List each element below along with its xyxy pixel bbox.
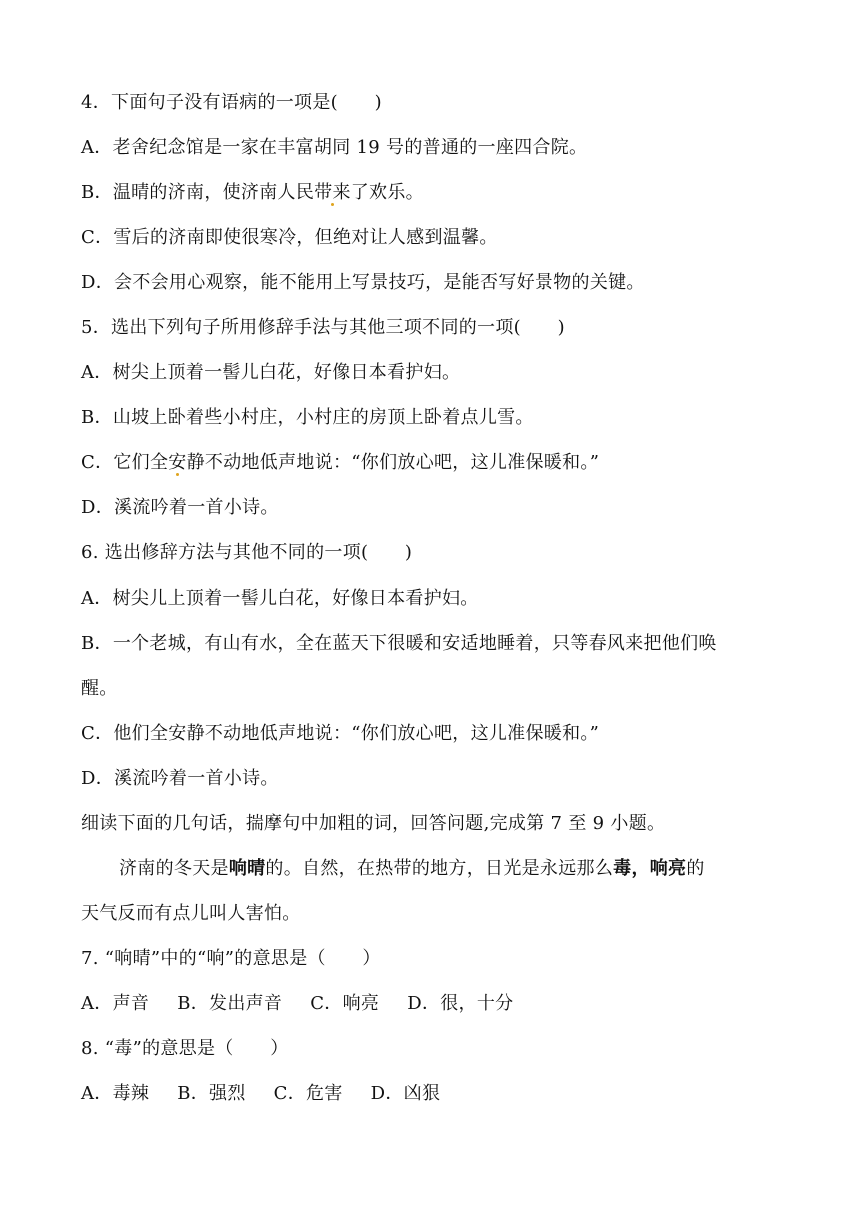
passage-bold-xiangqing: 响晴 (228, 858, 266, 879)
q5-option-b: B．山坡上卧着些小村庄，小村庄的房顶上卧着点儿雪。 (81, 407, 534, 428)
q7-option-d: D．很，十分 (407, 993, 514, 1014)
q7-option-b: B．发出声音 (177, 993, 283, 1014)
q5-option-c-marked: 安 (168, 452, 187, 473)
q7-option-c: C．响亮 (310, 993, 380, 1014)
q6-option-a: A．树尖儿上顶着一髻儿白花，好像日本看护妇。 (81, 588, 479, 609)
q7-options (81, 991, 513, 1017)
q4-option-b-marked: 带来 (314, 182, 351, 203)
q7-option-a: A．声音 (81, 993, 150, 1014)
reading-instruction: 细读下面的几句话，揣摩句中加粗的词，回答问题,完成第 7 至 9 小题。 (81, 813, 666, 834)
q4-option-d: D．会不会用心观察，能不能用上写景技巧，是能否写好景物的关键。 (81, 272, 645, 293)
passage-line-1 (119, 856, 705, 882)
q5-stem: 5．选出下列句子所用修辞手法与其他三项不同的一项( ) (81, 317, 565, 338)
passage-text-2: 的。自然，在热带的地方，日光是永远那么 (265, 858, 614, 879)
q6-option-c: C．他们全安静不动地低声地说：“你们放心吧，这儿准保暖和。” (81, 723, 600, 744)
q5-option-d: D．溪流吟着一首小诗。 (81, 497, 279, 518)
q4-option-b (81, 180, 424, 206)
q5-option-c-part1: C．它们全 (81, 452, 169, 473)
q8-option-a: A．毒辣 (81, 1083, 150, 1104)
q8-option-c: C．危害 (273, 1083, 343, 1104)
q8-option-d: D．凶狠 (370, 1083, 441, 1104)
passage-bold-du: 毒 (613, 858, 632, 879)
q8-option-b: B．强烈 (177, 1083, 246, 1104)
q4-stem: 4．下面句子没有语病的一项是( ) (81, 92, 382, 113)
passage-text-1: 济南的冬天是 (119, 858, 229, 879)
q6-stem: 6. 选出修辞方法与其他不同的一项( ) (81, 542, 413, 563)
q4-option-c: C．雪后的济南即使很寒冷，但绝对让人感到温馨。 (81, 227, 498, 248)
q8-stem: 8. “毒”的意思是（ ） (81, 1038, 289, 1059)
q8-options (81, 1081, 440, 1107)
passage-text-3: 的 (686, 858, 705, 879)
q5-option-c (81, 450, 599, 476)
q4-option-b-part1: B．温晴的济南，使济南人民 (81, 182, 315, 203)
q6-option-d: D．溪流吟着一首小诗。 (81, 768, 279, 789)
q5-option-a: A．树尖上顶着一髻儿白花，好像日本看护妇。 (81, 362, 461, 383)
q5-option-c-part3: 静不动地低声地说：“你们放心吧，这儿准保暖和。” (186, 452, 600, 473)
q4-option-a: A．老舍纪念馆是一家在丰富胡同 19 号的普通的一座四合院。 (81, 137, 588, 158)
passage-bold-comma: ， (631, 858, 650, 879)
q6-option-b-line2: 醒。 (81, 678, 118, 699)
q6-option-b-line1: B．一个老城，有山有水，全在蓝天下很暖和安适地睡着，只等春风来把他们唤 (81, 633, 717, 654)
passage-line-2: 天气反而有点儿叫人害怕。 (81, 903, 301, 924)
q7-stem: 7. “响晴”中的“响”的意思是（ ） (81, 948, 381, 969)
passage-bold-xiangliang: 响亮 (649, 858, 687, 879)
q4-option-b-part3: 了欢乐。 (350, 182, 424, 203)
